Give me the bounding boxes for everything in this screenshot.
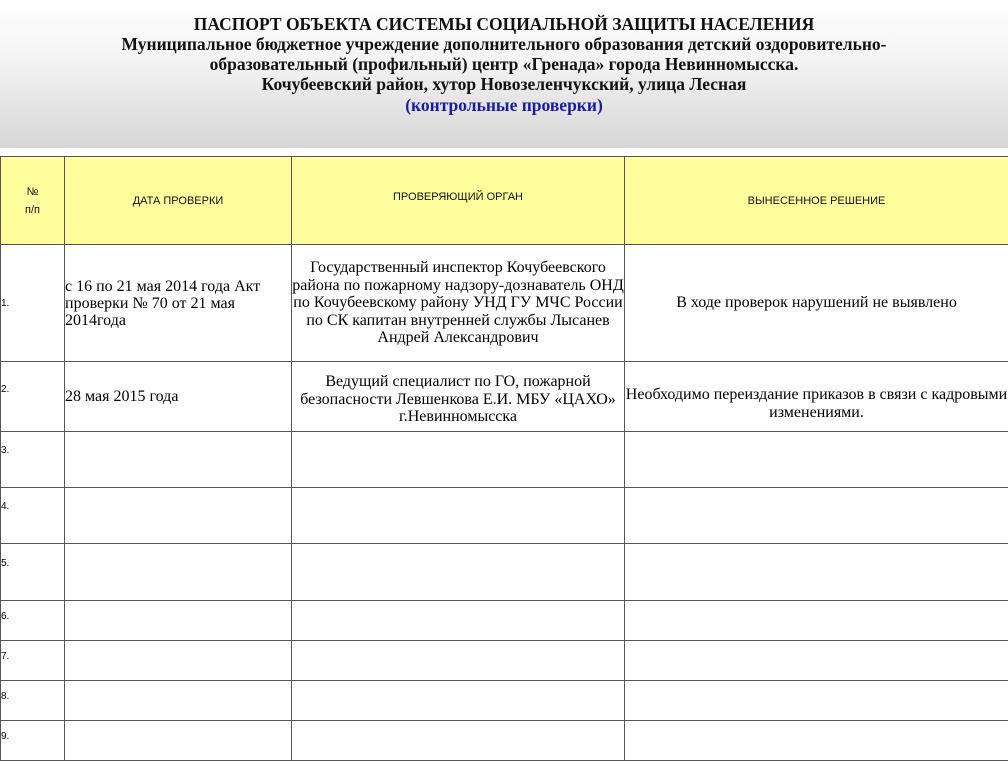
row-number: 6. — [1, 601, 65, 641]
table-header-row — [1, 157, 1008, 245]
table-row — [1, 362, 1008, 432]
row-number: 7. — [1, 641, 65, 681]
row-decision — [625, 721, 1008, 761]
header-institution-line2: образовательный (профильный) центр «Гренада» города Невинномысска. — [0, 54, 1008, 74]
row-decision — [625, 544, 1008, 601]
header-address: Кочубеевский район, хутор Новозеленчукский, улица Лесная — [0, 74, 1008, 94]
row-date — [65, 641, 292, 681]
row-organ — [292, 432, 625, 488]
header-subtitle: (контрольные проверки) — [0, 95, 1008, 115]
row-decision: В ходе проверок нарушений не выявлено — [625, 245, 1008, 362]
row-organ — [292, 681, 625, 721]
header-title: ПАСПОРТ ОБЪЕКТА СИСТЕМЫ СОЦИАЛЬНОЙ ЗАЩИТЫ НАСЕЛЕНИЯ — [0, 14, 1008, 34]
row-date — [65, 432, 292, 488]
table-row — [1, 544, 1008, 601]
inspections-table — [0, 156, 1008, 761]
row-date — [65, 721, 292, 761]
row-decision: Необходимо переиздание приказов в связи с кадровыми изменениями. — [625, 362, 1008, 432]
table-row — [1, 641, 1008, 681]
row-decision — [625, 641, 1008, 681]
column-header-decision: ВЫНЕСЕННОЕ РЕШЕНИЕ — [625, 157, 1008, 245]
row-number: 1. — [1, 245, 65, 362]
row-organ — [292, 544, 625, 601]
row-number: 4. — [1, 488, 65, 544]
row-number: 3. — [1, 432, 65, 488]
table-row — [1, 681, 1008, 721]
row-date: 28 мая 2015 года — [65, 362, 292, 432]
table-row — [1, 245, 1008, 362]
row-number: 9. — [1, 721, 65, 761]
row-number: 2. — [1, 362, 65, 432]
row-decision — [625, 432, 1008, 488]
row-organ — [292, 641, 625, 681]
column-header-number — [1, 157, 65, 245]
row-number: 5. — [1, 544, 65, 601]
row-date — [65, 488, 292, 544]
row-organ: Ведущий специалист по ГО, пожарной безопасности Левшенкова Е.И. МБУ «ЦАХО» г.Невинномысска — [292, 362, 625, 432]
column-header-organ: ПРОВЕРЯЮЩИЙ ОРГАН — [292, 157, 625, 245]
table-row — [1, 721, 1008, 761]
column-header-date: ДАТА ПРОВЕРКИ — [65, 157, 292, 245]
row-organ — [292, 721, 625, 761]
row-decision — [625, 488, 1008, 544]
row-decision — [625, 681, 1008, 721]
row-organ — [292, 601, 625, 641]
row-date: с 16 по 21 мая 2014 года Акт проверки № 70 от 21 мая 2014года — [65, 245, 292, 362]
row-number: 8. — [1, 681, 65, 721]
row-date — [65, 544, 292, 601]
table-row — [1, 432, 1008, 488]
column-header-number-label: п/п — [25, 204, 40, 216]
row-organ: Государственный инспектор Кочубеевского района по пожарному надзору-дознаватель ОНД по Кочубеевскому району УНД ГУ МЧС России по СК капитан внутренней службы Лысанев Андрей Александрович — [292, 245, 625, 362]
row-decision — [625, 601, 1008, 641]
header-institution-line1: Муниципальное бюджетное учреждение дополнительного образования детский оздоровительно- — [0, 34, 1008, 54]
row-organ — [292, 488, 625, 544]
table-row — [1, 488, 1008, 544]
column-header-number-symbol: № — [27, 186, 39, 198]
row-date — [65, 681, 292, 721]
document-header — [0, 0, 1008, 148]
table-row — [1, 601, 1008, 641]
row-date — [65, 601, 292, 641]
